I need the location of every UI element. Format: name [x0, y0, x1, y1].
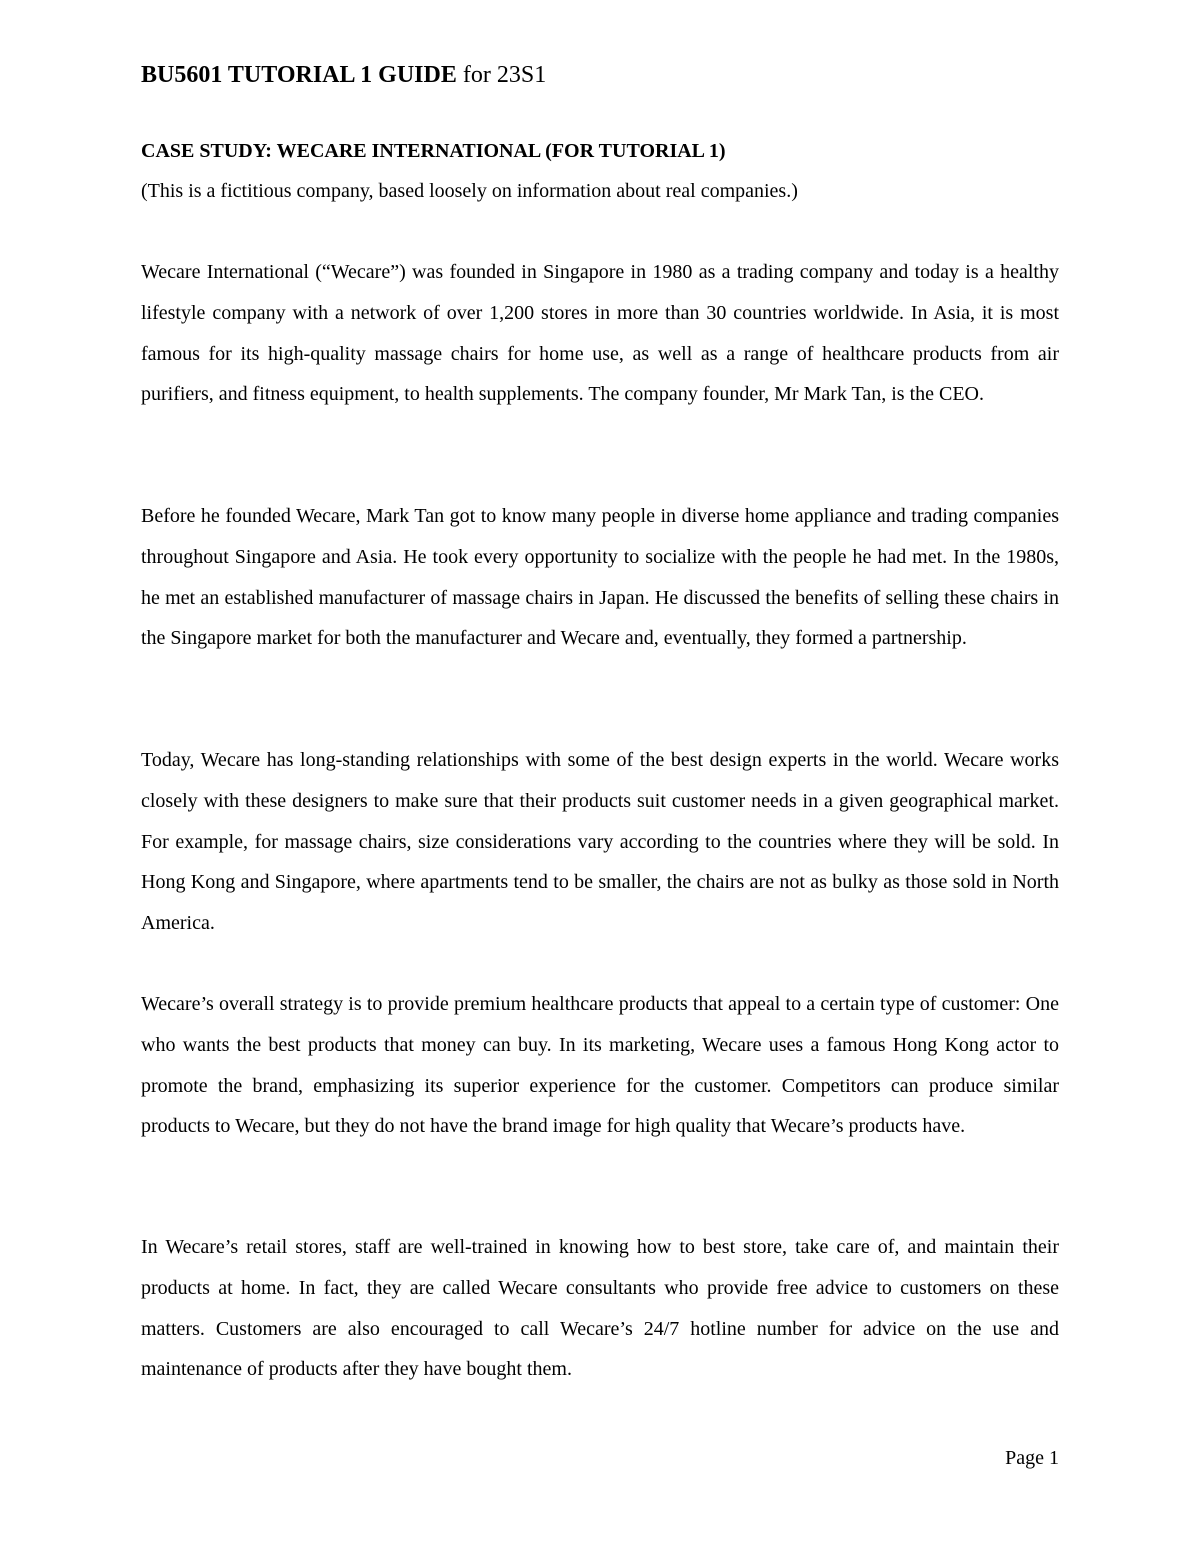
paragraph-4: Wecare’s overall strategy is to provide premium healthcare products that appeal to a certain type of customer: One who wants the best products that money can buy. In its marketing, Wecare uses a famous Hong Kong actor to promote the brand, emphasizing its superior experience for the customer. Competitors can produce similar products to Wecare, but they do not have the brand image for high quality that Wecare’s products have.	[141, 993, 1059, 1138]
page-number: Page 1	[1005, 1447, 1059, 1469]
paragraph-3: Today, Wecare has long-standing relationships with some of the best design experts in the world. Wecare works closely with these designers to make sure that their products suit customer needs in a given geographical market. For example, for massage chairs, size considerations vary according to the countries where they will be sold. In Hong Kong and Singapore, where apartments tend to be smaller, the chairs are not as bulky as those sold in North America.	[141, 749, 1059, 935]
paragraph-2: Before he founded Wecare, Mark Tan got to know many people in diverse home appliance and trading companies throughout Singapore and Asia. He took every opportunity to socialize with the people he had met. In the 1980s, he met an established manufacturer of massage chairs in Japan. He discussed the benefits of selling these chairs in the Singapore market for both the manufacturer and Wecare and, eventually, they formed a partnership.	[141, 505, 1059, 650]
document-title-strong: BU5601 TUTORIAL 1 GUIDE	[141, 62, 457, 88]
paragraph-5: In Wecare’s retail stores, staff are well-trained in knowing how to best store, take care of, and maintain their products at home. In fact, they are called Wecare consultants who provide free advice to customers on these matters. Customers are also encouraged to call Wecare’s 24/7 hotline number for advice on the use and maintenance of products after they have bought them.	[141, 1236, 1059, 1381]
document-title	[141, 58, 546, 92]
case-study-heading: CASE STUDY: WECARE INTERNATIONAL (FOR TUTORIAL 1)	[141, 140, 726, 162]
paragraph-1: Wecare International (“Wecare”) was founded in Singapore in 1980 as a trading company and today is a healthy lifestyle company with a network of over 1,200 stores in more than 30 countries worldwide. In Asia, it is most famous for its high-quality massage chairs for home use, as well as a range of healthcare products from air purifiers, and fitness equipment, to health supplements. The company founder, Mr Mark Tan, is the CEO.	[141, 261, 1059, 406]
document-title-suffix: for 23S1	[456, 62, 547, 88]
case-study-note: (This is a fictitious company, based loosely on information about real companies.)	[141, 180, 798, 202]
